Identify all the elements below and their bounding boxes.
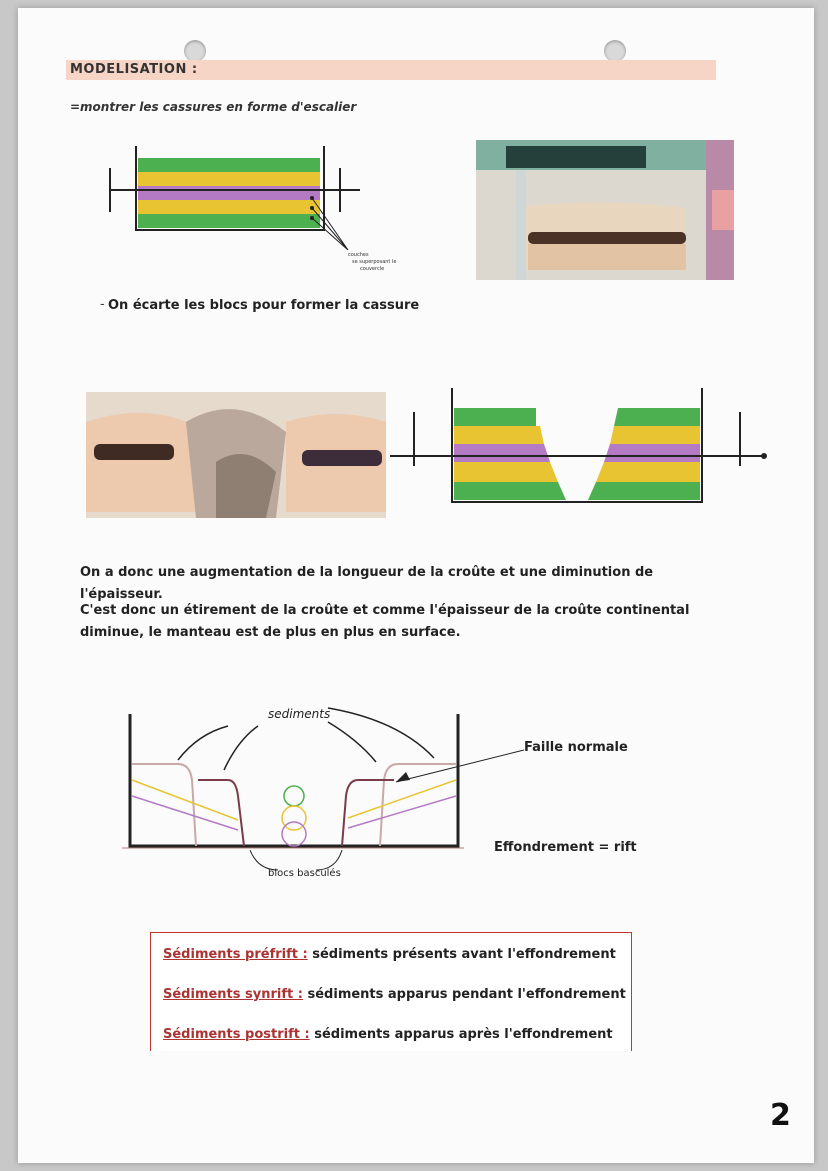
separated-blocks-photo bbox=[86, 392, 386, 518]
page-number: 2 bbox=[770, 1098, 791, 1133]
fault-label: Faille normale bbox=[524, 740, 628, 755]
page-title: MODELISATION : bbox=[70, 62, 198, 77]
annotation-line: couches bbox=[348, 252, 369, 258]
sand-box-photo bbox=[476, 140, 734, 280]
definition-row bbox=[163, 987, 626, 1002]
photo-illustration bbox=[476, 140, 734, 280]
definition-text: sédiments présents avant l'effondrement bbox=[312, 947, 616, 962]
definition-term: Sédiments synrift : bbox=[163, 987, 303, 1002]
annotation-line: se superposant le bbox=[352, 259, 397, 265]
sediments-label: sediments bbox=[268, 707, 331, 721]
definition-row bbox=[163, 1027, 613, 1042]
layers-box-diagram bbox=[90, 140, 397, 290]
definition-term: Sédiments préfrift : bbox=[163, 947, 308, 962]
paragraph: C'est donc un étirement de la croûte et comme l'épaisseur de la croûte continental diminue, le manteau est de plus en plus en surface. bbox=[80, 603, 690, 640]
annotation-line: couvercle bbox=[360, 266, 385, 272]
punch-hole bbox=[184, 40, 206, 62]
rift-v-diagram bbox=[390, 386, 770, 516]
punch-hole bbox=[604, 40, 626, 62]
photo-illustration bbox=[86, 392, 386, 518]
definition-term: Sédiments postrift : bbox=[163, 1027, 310, 1042]
subtitle: =montrer les cassures en forme d'escalier bbox=[70, 100, 357, 114]
rift-sketch-diagram bbox=[118, 700, 478, 880]
tilted-blocks-label: blocs basculés bbox=[268, 868, 341, 879]
definition-text: sédiments apparus après l'effondrement bbox=[314, 1027, 613, 1042]
bullet-symbol: - bbox=[100, 297, 105, 312]
paragraph: On a donc une augmentation de la longueur de la croûte et une diminution de l'épaisseur. bbox=[80, 565, 654, 602]
definition-text: sédiments apparus pendant l'effondrement bbox=[307, 987, 626, 1002]
bullet-text: On écarte les blocs pour former la cassure bbox=[108, 298, 420, 313]
definitions-box bbox=[150, 932, 632, 1051]
definition-row bbox=[163, 947, 616, 962]
collapse-label: Effondrement = rift bbox=[494, 840, 637, 855]
